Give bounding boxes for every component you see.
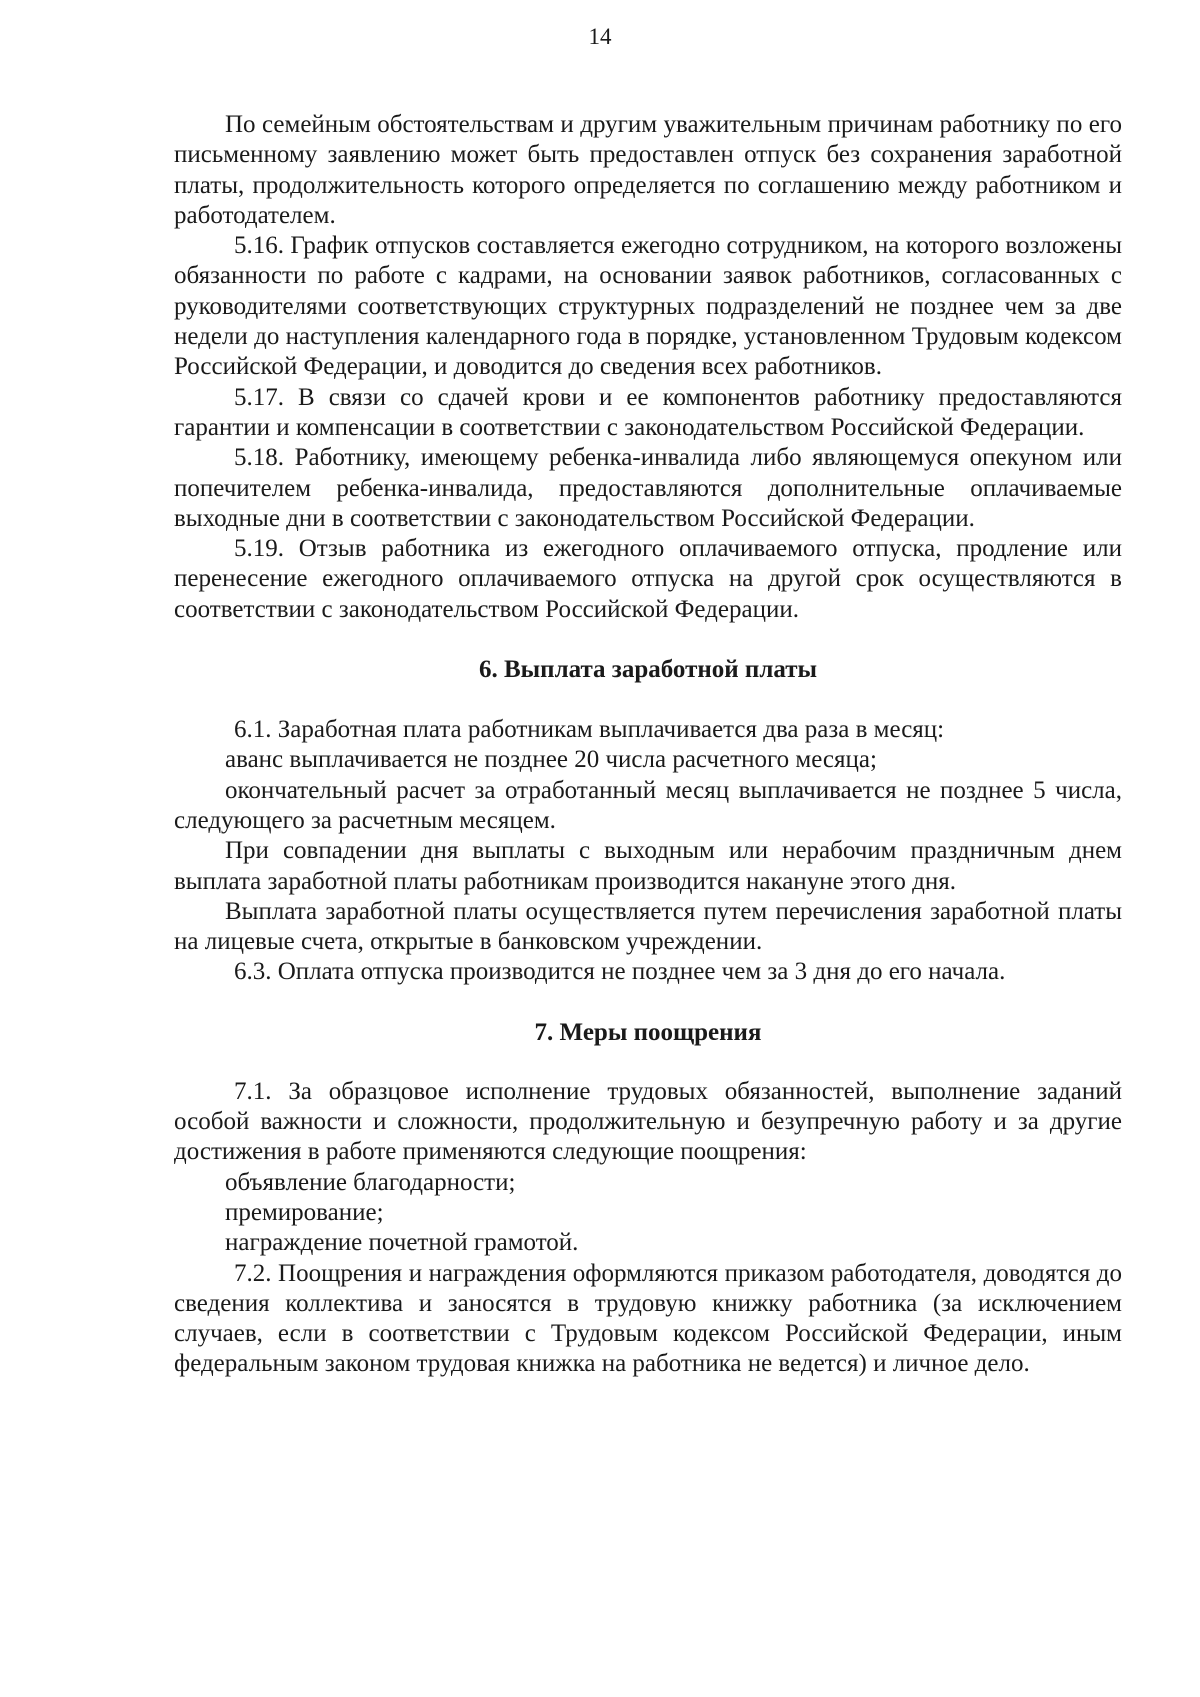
paragraph-holiday-payment: При совпадении дня выплаты с выходным или нерабочим праздничным днем выплата заработной платы работникам производится накануне этого дня. (174, 837, 1122, 895)
paragraph-final-payment: окончательный расчет за отработанный месяц выплачивается не позднее 5 числа, следующего за расчетным месяцем. (174, 776, 1122, 834)
paragraph-advance: аванс выплачивается не позднее 20 числа расчетного месяца; (225, 746, 877, 774)
paragraph-5-18: 5.18. Работнику, имеющему ребенка-инвалида либо являющемуся опекуном или попечителем ребенка-инвалида, предоставляются дополнительные оплачиваемые выходные дни в соответствии с законодательством Российской Федерации. (174, 444, 1122, 532)
list-item-gratitude: объявление благодарности; (225, 1168, 516, 1196)
section-7 (174, 1077, 1122, 1380)
paragraph-family-leave: По семейным обстоятельствам и другим уважительным причинам работнику по его письменному заявлению может быть предоставлен отпуск без сохранения заработной платы, продолжительность которого определяется по соглашению между работником и работодателем. (174, 111, 1122, 229)
paragraph-5-16: 5.16. График отпусков составляется ежегодно сотрудником, на которого возложены обязанности по работе с кадрами, на основании заявок работников, согласованных с руководителями соответствующих структурных подразделений не позднее чем за две недели до наступления календарного года в порядке, установленном Трудовым кодексом Российской Федерации, и доводится до сведения всех работников. (174, 232, 1122, 381)
paragraph-6-1: 6.1. Заработная плата работникам выплачивается два раза в месяц: (234, 716, 945, 744)
section-5-continued (174, 110, 1122, 625)
section-6 (174, 715, 1122, 988)
paragraph-5-17: 5.17. В связи со сдачей крови и ее компонентов работнику предоставляются гарантии и компенсации в соответствии с законодательством Российской Федерации. (174, 383, 1122, 441)
paragraph-bank-transfer: Выплата заработной платы осуществляется путем перечисления заработной платы на лицевые счета, открытые в банковском учреждении. (174, 897, 1122, 956)
paragraph-7-1: 7.1. За образцовое исполнение трудовых обязанностей, выполнение заданий особой важности и сложности, продолжительную и безупречную работу и за другие достижения в работе применяются следующие поощрения: (174, 1077, 1122, 1166)
paragraph-7-2: 7.2. Поощрения и награждения оформляются приказом работодателя, доводятся до сведения коллектива и заносятся в трудовую книжку работника (за исключением случаев, если в соответствии с Трудовым кодексом Российской Федерации, иным федеральным законом трудовая книжка на работника не ведется) и личное дело. (174, 1259, 1122, 1378)
paragraph-6-3: 6.3. Оплата отпуска производится не позднее чем за 3 дня до его начала. (234, 958, 1006, 986)
section-7-heading: 7. Меры поощрения (534, 1018, 762, 1046)
paragraph-5-19: 5.19. Отзыв работника из ежегодного оплачиваемого отпуска, продление или перенесение ежегодного оплачиваемого отпуска на другой срок осуществляются в соответствии с законодательством Российской Федерации. (174, 535, 1122, 623)
document-body (174, 110, 1122, 1380)
list-item-certificate: награждение почетной грамотой. (225, 1229, 579, 1257)
page-number: 14 (588, 24, 612, 49)
list-item-bonus: премирование; (225, 1198, 384, 1226)
section-6-heading: 6. Выплата заработной платы (478, 656, 818, 684)
